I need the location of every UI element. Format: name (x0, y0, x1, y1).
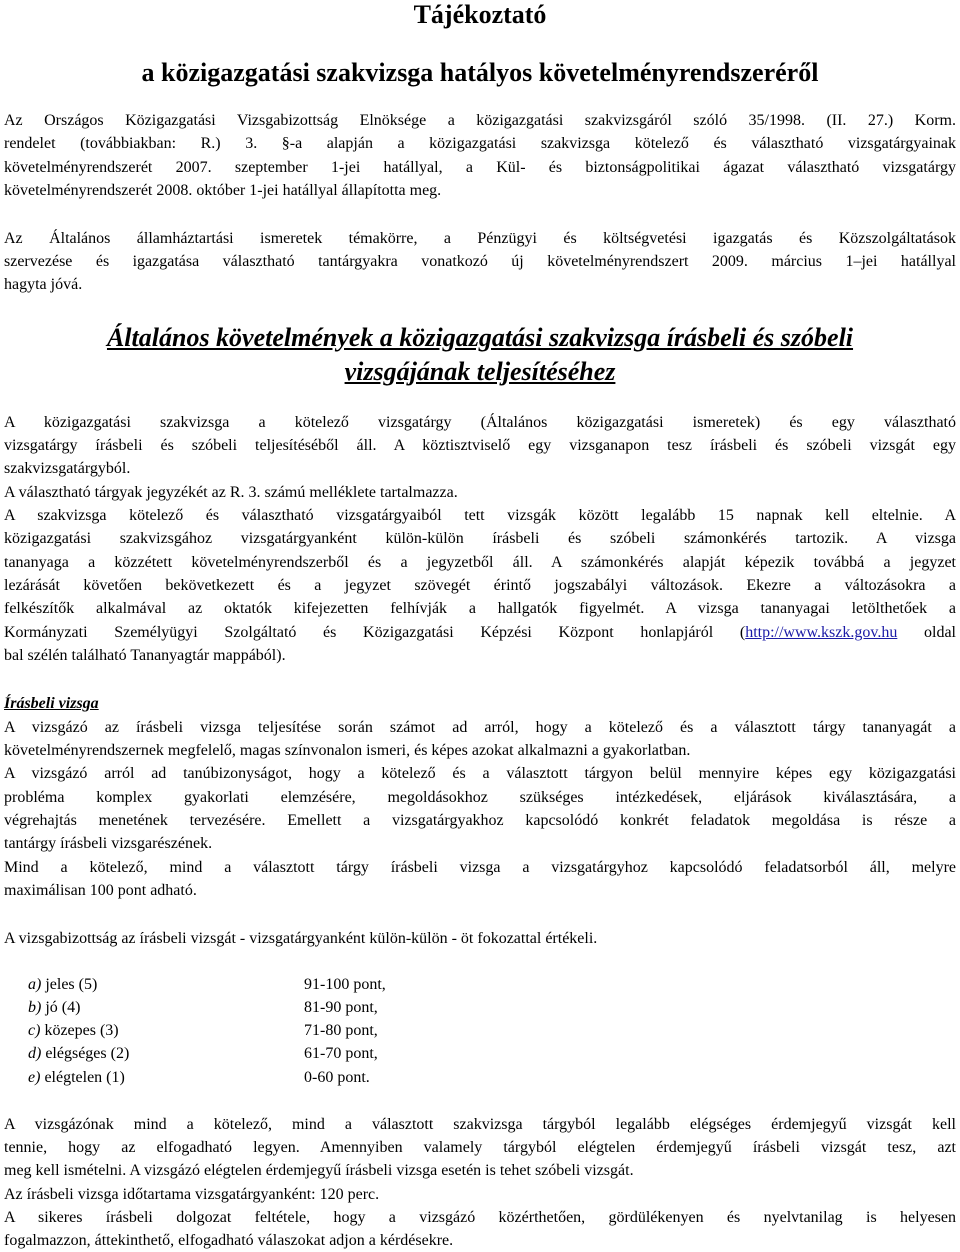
grade-name: jó (4) (41, 999, 81, 1016)
paragraph-4-line-4: probléma komplex gyakorlati elemzésére, megoldásokhoz szükséges intézkedések, eljárások kiválasztására, a (4, 789, 956, 806)
paragraph-3-line-11: bal szélén található Tananyagtár mappából). (4, 647, 286, 664)
paragraph-3-line-7: tananyaga a közzétett követelményrendszerből és a jegyzetből áll. A számonkérés alapját képezik továbbá a jegyzet (4, 554, 956, 571)
grade-letter: d) (28, 1045, 42, 1062)
paragraph-6-line-3: meg kell ismételni. A vizsgázó elégtelen érdemjegyű írásbeli vizsga esetén is tehet szóbeli vizsgát. (4, 1162, 634, 1179)
grade-range: 71-80 pont, (304, 1022, 378, 1039)
grade-name: elégséges (2) (41, 1045, 130, 1062)
section-title-text: Írásbeli vizsga (4, 695, 99, 712)
grade-range: 81-90 pont, (304, 999, 378, 1016)
paragraph-3-line-4: A választható tárgyak jegyzékét az R. 3. számú melléklete tartalmazza. (4, 484, 458, 501)
grade-letter: a) (28, 976, 42, 993)
document-subtitle: a közigazgatási szakvizsga hatályos követelményrendszeréről (141, 58, 819, 87)
paragraph-3-line-10-tail: oldal (897, 624, 957, 641)
grade-label (28, 996, 80, 1019)
paragraph-3-line-8: lezárását követően bekövetkezett és a jegyzet szövegét érintő jogszabályi változások. Ekezre a változásokra a (4, 577, 956, 594)
grade-label (28, 1019, 119, 1042)
grade-letter: b) (28, 999, 42, 1016)
paragraph-1-line-4: követelményrendszerét 2008. október 1-jei hatállyal állapította meg. (4, 182, 442, 199)
grade-letter: c) (28, 1022, 41, 1039)
grade-name: elégtelen (1) (40, 1069, 125, 1086)
grade-name: közepes (3) (40, 1022, 119, 1039)
paragraph-4-line-6: tantárgy írásbeli vizsgarészének. (4, 835, 213, 852)
paragraph-6-line-1: A vizsgázónak mind a kötelező, mind a választott szakvizsga tárgyból legalább elégséges érdemjegyű vizsgát kell (4, 1116, 956, 1133)
paragraph-1-line-3: követelményrendszerét 2007. szeptember 1-jei hatállyal, a Kül- és biztonságpolitikai ágazat választható vizsgatárgy (4, 159, 956, 176)
paragraph-4-line-1: A vizsgázó az írásbeli vizsga teljesítése során számot ad arról, hogy a kötelező és a választott tárgy tananyagát a (4, 719, 956, 736)
paragraph-5: A vizsgabizottság az írásbeli vizsgát - vizsgatárgyanként külön-külön - öt fokozattal értékeli. (4, 930, 598, 947)
paragraph-3-line-9: felkészítők alkalmával az oktatók kifejezetten felhívják a hallgatók figyelmét. A vizsga tananyagai letölthetőek a (4, 600, 956, 617)
paragraph-3-line-10 (4, 621, 956, 644)
paragraph-4-line-5: végrehajtás menetének tervezésére. Emellett a vizsgatárgyakhoz kapcsolódó konkrét feladatok megoldása is része a (4, 812, 956, 829)
kszk-website-link[interactable]: http://www.kszk.gov.hu (745, 624, 898, 641)
paragraph-3-line-10-text: Kormányzati Személyügyi Szolgáltató és Közigazgatási Képzési Központ honlapjáról ( (4, 624, 746, 641)
grade-range: 0-60 pont. (304, 1069, 370, 1086)
document-title: Tájékoztató (413, 0, 547, 29)
paragraph-3-line-6: közigazgatási szakvizsgához vizsgatárgyanként külön-külön írásbeli és szóbeli számonkérés tartozik. A vizsga (4, 530, 956, 547)
paragraph-6-line-6: fogalmazzon, áttekinthető, elfogadható válaszokat adjon a kérdésekre. (4, 1232, 454, 1249)
section-heading-line-1: Általános követelmények a közigazgatási szakvizsga írásbeli és szóbeli (106, 323, 854, 352)
section-title-written-exam (4, 692, 956, 715)
grade-label (28, 973, 97, 996)
paragraph-1-line-2: rendelet (továbbiakban: R.) 3. §-a alapján a közigazgatási szakvizsga kötelező és választható vizsgatárgyainak (4, 135, 956, 152)
paragraph-3-line-3: szakvizsgatárgyból. (4, 460, 131, 477)
paragraph-6-line-5: A sikeres írásbeli dolgozat feltétele, hogy a vizsgázó közérthetően, gördülékenyen és nyelvtanilag is helyesen (4, 1209, 956, 1226)
grade-label (28, 1042, 129, 1065)
paragraph-3-line-5: A szakvizsga kötelező és választható vizsgatárgyaiból tett vizsgák között legalább 15 napnak kell eltelnie. A (4, 507, 956, 524)
paragraph-2-line-3: hagyta jóvá. (4, 276, 83, 293)
paragraph-1-line-1: Az Országos Közigazgatási Vizsgabizottság Elnöksége a közigazgatási szakvizsgáról szóló 35/1998. (II. 27.) Korm. (4, 112, 956, 129)
grade-range: 91-100 pont, (304, 976, 386, 993)
paragraph-3-line-2: vizsgatárgy írásbeli és szóbeli teljesítéséből áll. A köztisztviselő egy vizsganapon tesz írásbeli és szóbeli vizsgát egy (4, 437, 956, 454)
paragraph-4-line-8: maximálisan 100 pont adható. (4, 882, 197, 899)
paragraph-6-line-4: Az írásbeli vizsga időtartama vizsgatárgyanként: 120 perc. (4, 1186, 380, 1203)
paragraph-4-line-7: Mind a kötelező, mind a választott tárgy írásbeli vizsga a vizsgatárgyhoz kapcsolódó feladatsorból áll, melyre (4, 859, 956, 876)
paragraph-3-line-1: A közigazgatási szakvizsga a kötelező vizsgatárgy (Általános közigazgatási ismeretek) és egy választható (4, 414, 956, 431)
paragraph-4-line-3: A vizsgázó arról ad tanúbizonyságot, hogy a kötelező és a választott tárgyon belül mennyire képes egy közigazgatási (4, 765, 956, 782)
paragraph-6-line-2: tennie, hogy az elfogadható legyen. Amennyiben valamely tárgyból elégtelen érdemjegyű írásbeli vizsgát tesz, azt (4, 1139, 956, 1156)
grade-range: 61-70 pont, (304, 1045, 378, 1062)
grade-name: jeles (5) (41, 976, 98, 993)
paragraph-4-line-2: követelményrendszernek megfelelő, magas színvonalon ismeri, és képes azokat alkalmazni a gyakorlatban. (4, 742, 691, 759)
paragraph-2-line-2: szervezése és igazgatása választható tantárgyakra vonatkozó új követelményrendszert 2009. március 1–jei hatállyal (4, 253, 956, 270)
section-heading-line-2: vizsgájának teljesítéséhez (344, 357, 616, 386)
grade-letter: e) (28, 1069, 41, 1086)
grade-label (28, 1066, 125, 1089)
paragraph-2-line-1: Az Általános államháztartási ismeretek témakörre, a Pénzügyi és költségvetési igazgatás és Közszolgáltatások (4, 230, 956, 247)
